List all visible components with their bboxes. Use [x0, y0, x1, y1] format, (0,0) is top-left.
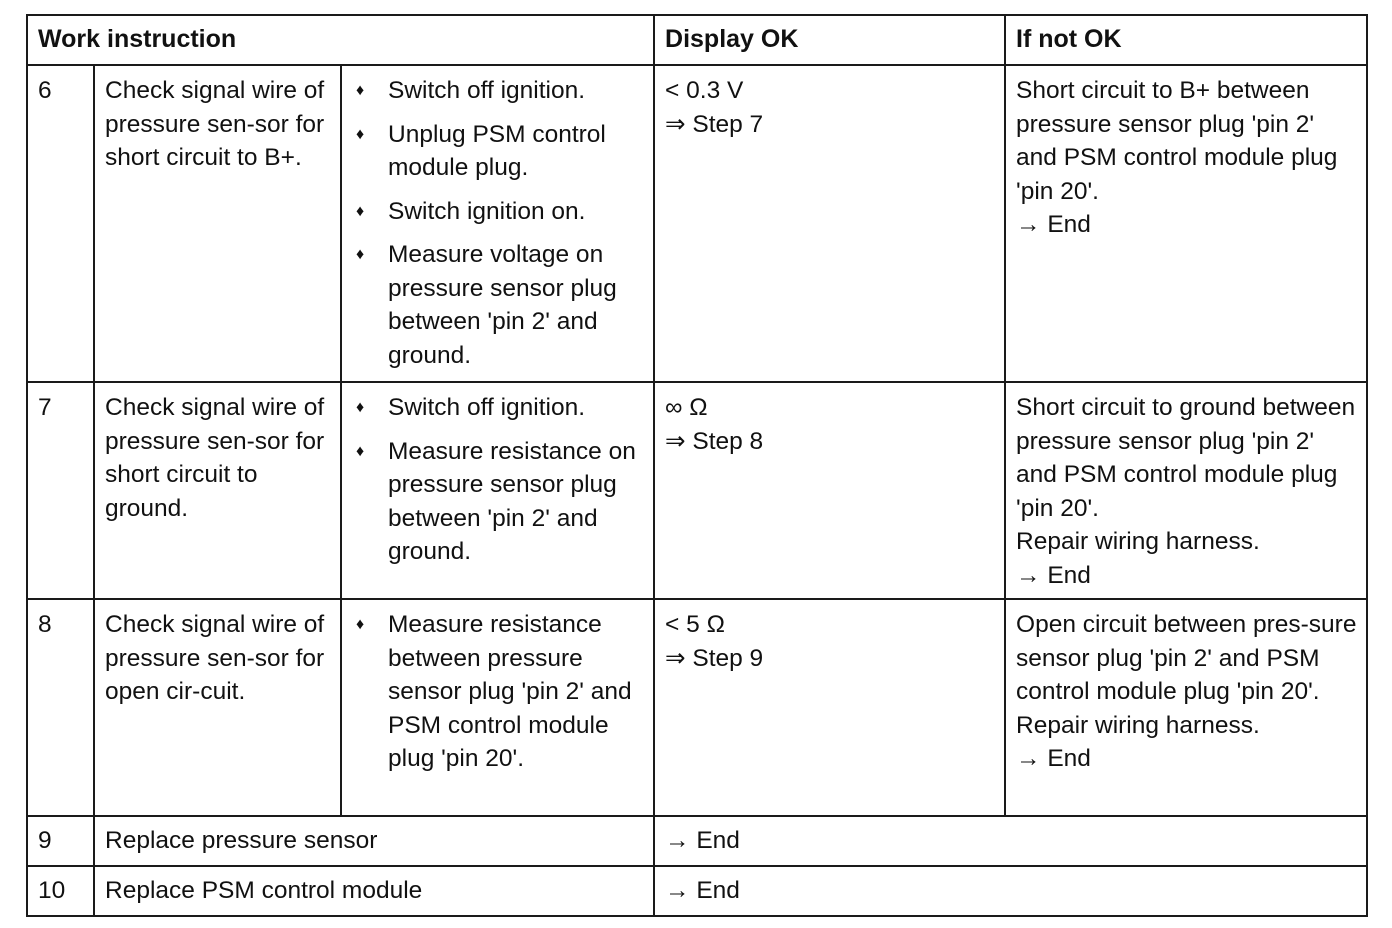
fault-description: Open circuit between pres-sure sensor plug 'pin 2' and PSM control module plug 'pin 20'.	[1016, 611, 1357, 705]
end-marker: → End	[1016, 561, 1091, 589]
diamond-bullet-icon: ♦	[356, 246, 365, 263]
step-check: Check signal wire of pressure sen-sor for short circuit to B+.	[94, 65, 341, 382]
fault-description: Short circuit to B+ between pressure sensor plug 'pin 2' and PSM control module plug 'pin 20'.	[1016, 77, 1338, 205]
step-actions	[341, 382, 654, 599]
next-step: ⇒ Step 8	[665, 427, 764, 455]
step-display-ok	[654, 65, 1005, 382]
end-marker: → End	[1016, 745, 1091, 772]
step-instruction: Replace pressure sensor	[94, 816, 654, 866]
action-item: ♦ Measure resistance between pressure sensor plug 'pin 2' and PSM control module plug 'pin 20'.	[352, 608, 645, 776]
table-row	[27, 816, 1367, 866]
step-number: 9	[27, 816, 94, 866]
step-check: Check signal wire of pressure sen-sor for open cir-cuit.	[94, 599, 341, 816]
step-instruction: Replace PSM control module	[94, 866, 654, 916]
display-value: < 0.3 V	[665, 77, 744, 104]
repair-instruction: Repair wiring harness.	[1016, 528, 1260, 555]
step-number: 6	[27, 65, 94, 382]
step-if-not-ok	[1005, 382, 1367, 599]
diamond-bullet-icon: ♦	[356, 442, 365, 460]
step-if-not-ok	[1005, 599, 1367, 816]
table-row	[27, 65, 1367, 382]
step-if-not-ok	[1005, 65, 1367, 382]
action-item: ♦ Switch off ignition.	[352, 391, 645, 425]
diamond-bullet-icon: ♦	[356, 616, 365, 633]
header-display-ok: Display OK	[654, 15, 1005, 65]
diamond-bullet-icon: ♦	[356, 202, 365, 220]
header-if-not-ok: If not OK	[1005, 15, 1367, 65]
display-value: ∞ Ω	[665, 394, 708, 421]
diamond-bullet-icon: ♦	[356, 125, 365, 143]
diamond-bullet-icon: ♦	[356, 399, 365, 416]
step-result: → End	[654, 866, 1367, 916]
step-actions	[341, 599, 654, 816]
action-item: ♦ Measure voltage on pressure sensor plug between 'pin 2' and ground.	[352, 238, 645, 372]
header-work-instruction: Work instruction	[27, 15, 654, 65]
action-item: ♦ Unplug PSM control module plug.	[352, 118, 645, 185]
table-row	[27, 382, 1367, 599]
table-row	[27, 866, 1367, 916]
action-item: ♦ Measure resistance on pressure sensor plug between 'pin 2' and ground.	[352, 435, 645, 569]
fault-description: Short circuit to ground between pressure sensor plug 'pin 2' and PSM control module plug 'pin 20'.	[1016, 394, 1356, 522]
step-number: 10	[27, 866, 94, 916]
next-step: ⇒ Step 9	[665, 644, 764, 672]
display-value: < 5 Ω	[665, 611, 725, 638]
step-number: 8	[27, 599, 94, 816]
step-display-ok	[654, 599, 1005, 816]
next-step: ⇒ Step 7	[665, 110, 764, 138]
work-instruction-table	[26, 14, 1368, 917]
table-header-row	[27, 15, 1367, 65]
action-item: ♦ Switch ignition on.	[352, 195, 645, 229]
step-result: → End	[654, 816, 1367, 866]
repair-instruction: Repair wiring harness.	[1016, 711, 1260, 739]
diamond-bullet-icon: ♦	[356, 82, 365, 99]
step-number: 7	[27, 382, 94, 599]
end-marker: → End	[1016, 211, 1091, 238]
table-row	[27, 599, 1367, 816]
step-check: Check signal wire of pressure sen-sor for short circuit to ground.	[94, 382, 341, 599]
step-actions	[341, 65, 654, 382]
action-item: ♦ Switch off ignition.	[352, 74, 645, 108]
step-display-ok	[654, 382, 1005, 599]
